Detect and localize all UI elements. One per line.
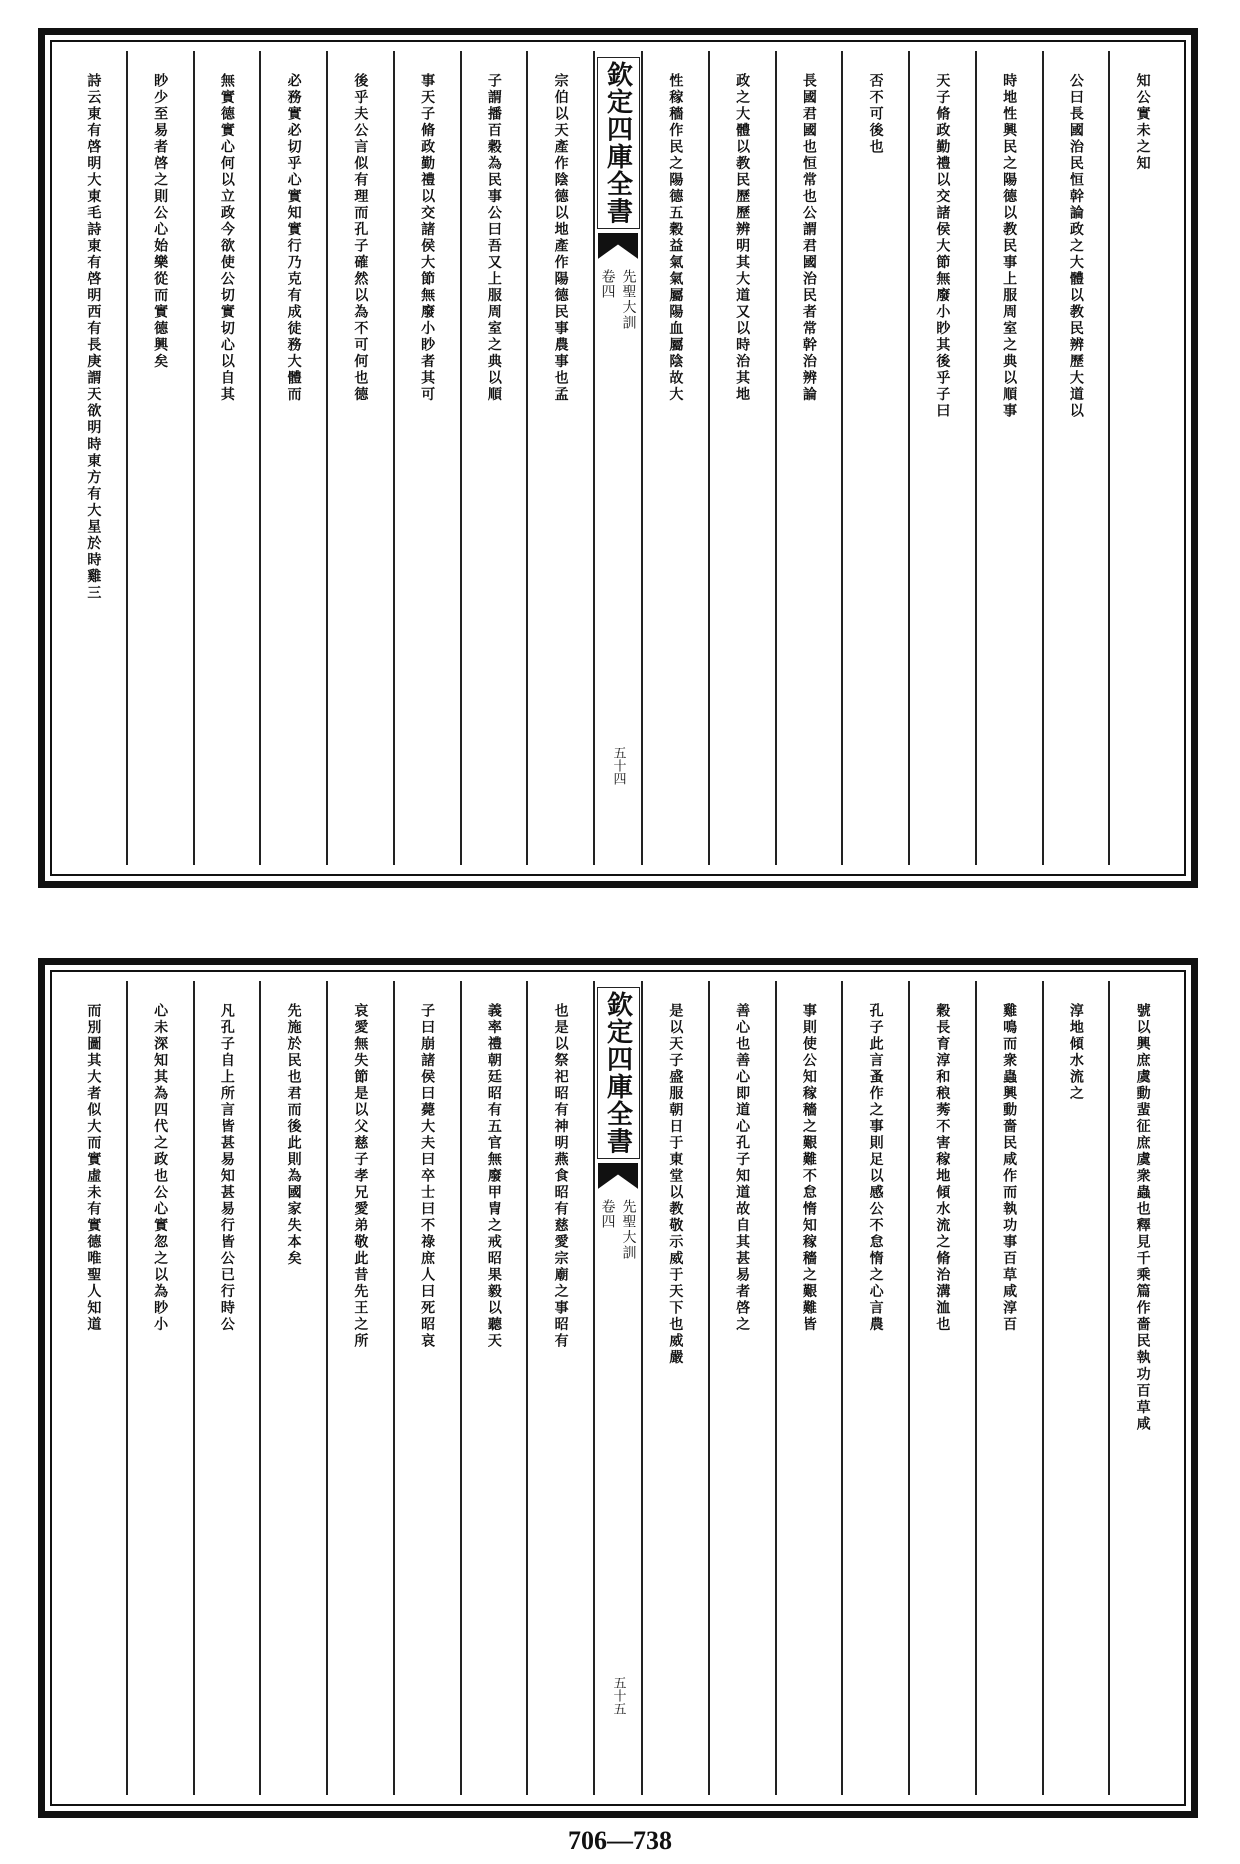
text-column: 長國君國也恒常也公謂君國治民者常幹治辨論 xyxy=(775,51,842,865)
text-column: 哀愛無失節是以父慈子孝兄愛弟敬此昔先王之所 xyxy=(326,981,393,1795)
text-column: 而別圖其大者似大而實虛未有實德唯聖人知道 xyxy=(85,1003,102,1334)
text-column: 子謂播百穀為民事公曰吾又上服周室之典以順 xyxy=(460,51,527,865)
text-column: 子曰崩諸侯曰薨大夫曰卒士曰不祿庶人曰死昭哀 xyxy=(393,981,460,1795)
text-column: 淳地傾水流之 xyxy=(1042,981,1109,1795)
text-column: 政之大體以教民歷歷辨明其大道又以時治其地 xyxy=(708,51,775,865)
text-column: 心未深知其為四代之政也公心實忽之以為眇小 xyxy=(126,981,193,1795)
text-column: 必務實必切乎心實知實行乃克有成徒務大體而 xyxy=(259,51,326,865)
text-column: 公曰長國治民恒幹論政之大體以教民辨歷大道以 xyxy=(1042,51,1109,865)
columns-top xyxy=(61,51,1175,865)
text-column: 凡孔子自上所言皆甚易知甚易行皆公已行時公 xyxy=(193,981,260,1795)
spine-book-title: 先聖大訓 xyxy=(620,268,637,331)
spine-book-title: 先聖大訓 xyxy=(620,1198,637,1261)
text-column: 穀長育淳和稂莠不害稼地傾水流之脩治溝洫也 xyxy=(908,981,975,1795)
spine-title: 欽定四庫全書 xyxy=(597,987,640,1159)
text-column: 也是以祭祀昭有神明燕食昭有慈愛宗廟之事昭有 xyxy=(526,981,593,1795)
text-column: 性稼穡作民之陽德五穀益氣氣屬陽血屬陰故大 xyxy=(641,51,708,865)
text-column: 否不可後也 xyxy=(841,51,908,865)
text-column: 號以興庶虞動蜚征庶虞衆蟲也釋見千乘篇作嗇民執功百草咸 xyxy=(1108,981,1175,1795)
text-column: 雞鳴而衆蟲興動嗇民咸作而執功事百草咸淳百 xyxy=(975,981,1042,1795)
text-column: 善心也善心即道心孔子知道故自其甚易者啓之 xyxy=(708,981,775,1795)
center-spine xyxy=(593,981,641,1795)
spine-folio: 五十四 xyxy=(610,746,626,785)
text-column: 義率禮朝廷昭有五官無廢甲冑之戒昭果毅以聽天 xyxy=(460,981,527,1795)
columns-bottom xyxy=(61,981,1175,1795)
text-column: 孔子此言蚤作之事則足以感公不怠惰之心言農 xyxy=(841,981,908,1795)
center-spine xyxy=(593,51,641,865)
text-column: 後乎夫公言似有理而孔子確然以為不可何也德 xyxy=(326,51,393,865)
fish-tail-mark xyxy=(598,1163,638,1189)
spine-volume: 卷四 xyxy=(599,1198,616,1230)
text-column: 事天子脩政勤禮以交諸侯大節無廢小眇者其可 xyxy=(393,51,460,865)
spine-title: 欽定四庫全書 xyxy=(597,57,640,229)
text-column: 詩云東有啓明大東毛詩東有啓明西有長庚謂天欲明時東方有大星於時雞三 xyxy=(85,73,102,602)
text-column: 宗伯以天產作陰德以地產作陽德民事農事也孟 xyxy=(526,51,593,865)
text-column: 時地性興民之陽德以教民事上服周室之典以順事 xyxy=(975,51,1042,865)
text-column: 知公實未之知 xyxy=(1108,51,1175,865)
text-column: 天子脩政勤禮以交諸侯大節無廢小眇其後乎子曰 xyxy=(908,51,975,865)
page-folio-number: 706—738 xyxy=(568,1826,672,1855)
text-column: 是以天子盛服朝日于東堂以教敬示威于天下也威嚴 xyxy=(641,981,708,1795)
fish-tail-mark xyxy=(598,233,638,259)
page-bottom xyxy=(38,958,1198,1818)
page-top xyxy=(38,28,1198,888)
text-column: 眇少至易者啓之則公心始樂從而實德興矣 xyxy=(126,51,193,865)
text-column: 無實德實心何以立政今欲使公切實切心以自其 xyxy=(193,51,260,865)
text-column: 先施於民也君而後此則為國家失本矣 xyxy=(259,981,326,1795)
spine-volume: 卷四 xyxy=(599,268,616,300)
spine-folio: 五十五 xyxy=(610,1676,626,1715)
text-column: 事則使公知稼穡之艱難不怠惰知稼穡之艱難皆 xyxy=(775,981,842,1795)
